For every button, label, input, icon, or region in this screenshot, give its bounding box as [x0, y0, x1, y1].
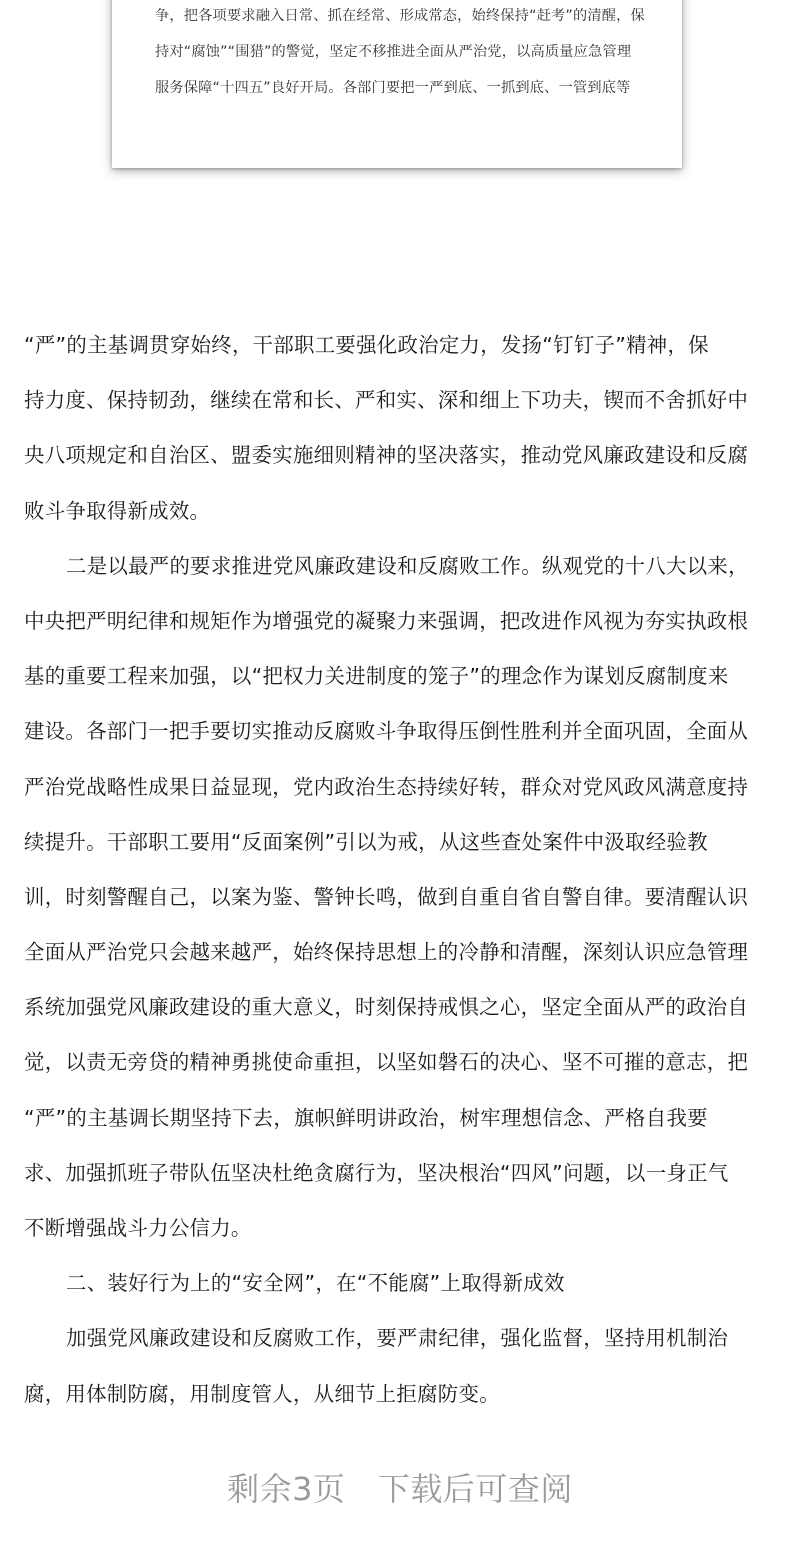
text-line: 觉，以责无旁贷的精神勇挑使命重担，以坚如磐石的决心、坚不可摧的意志，把: [24, 1050, 749, 1075]
text-line: “严”的主基调贯穿始终，干部职工要强化政治定力，发扬“钉钉子”精神，保: [24, 333, 709, 357]
text-line: 中央把严明纪律和规矩作为增强党的凝聚力来强调，把改进作风视为夯实执政根: [24, 608, 749, 633]
paragraph-start-line: 加强党风廉政建设和反腐败工作，要严肃纪律，强化监督，坚持用机制治: [66, 1326, 729, 1351]
text-line: 不断增强战斗力公信力。: [24, 1216, 252, 1240]
text-line: 腐，用体制防腐，用制度管人，从细节上拒腐防变。: [24, 1381, 500, 1406]
text-line: 持力度、保持韧劲，继续在常和长、严和实、深和细上下功夫，锲而不舍抓好中: [24, 388, 749, 413]
download-prompt-button[interactable]: 剩余3页 下载后可查阅: [227, 1470, 573, 1508]
text-line: 全面从严治党只会越来越严，始终保持思想上的冷静和清醒，深刻认识应急管理: [24, 940, 749, 965]
text-line: “严”的主基调长期坚持下去，旗帜鲜明讲政治，树牢理想信念、严格自我要: [24, 1105, 708, 1130]
document-preview-card: [112, 0, 682, 168]
preview-line: 持对“腐蚀”“围猎”的警觉，坚定不移推进全面从严治党，以高质量应急管理: [155, 44, 632, 60]
preview-line: 服务保障“十四五”良好开局。各部门要把一严到底、一抓到底、一管到底等: [155, 80, 631, 96]
text-line: 基的重要工程来加强，以“把权力关进制度的笼子”的理念作为谋划反腐制度来: [24, 664, 729, 689]
text-line: 败斗争取得新成效。: [24, 498, 211, 523]
text-line: 严治党战略性成果日益显现，党内政治生态持续好转，群众对党风政风满意度持: [24, 774, 749, 799]
text-line: 系统加强党风廉政建设的重大意义，时刻保持戒惧之心，坚定全面从严的政治自: [24, 995, 749, 1020]
preview-line: 争，把各项要求融入日常、抓在经常、形成常态，始终保持“赶考”的清醒，保: [155, 8, 645, 24]
paragraph-start-line: 二是以最严的要求推进党风廉政建设和反腐败工作。纵观党的十八大以来，: [66, 553, 749, 578]
text-line: 央八项规定和自治区、盟委实施细则精神的坚决落实，推动党风廉政建设和反腐: [24, 443, 749, 468]
text-line: 续提升。干部职工要用“反面案例”引以为戒，从这些查处案件中汲取经验教: [24, 829, 708, 854]
section-heading: 二、装好行为上的“安全网”，在“不能腐”上取得新成效: [66, 1271, 565, 1296]
document-body: [24, 318, 780, 1422]
text-line: 训，时刻警醒自己，以案为鉴、警钟长鸣，做到自重自省自警自律。要清醒认识: [24, 884, 749, 909]
text-line: 建设。各部门一把手要切实推动反腐败斗争取得压倒性胜利并全面巩固，全面从: [24, 719, 749, 744]
text-line: 求、加强抓班子带队伍坚决杜绝贪腐行为，坚决根治“四风”问题，以一身正气: [24, 1160, 729, 1185]
